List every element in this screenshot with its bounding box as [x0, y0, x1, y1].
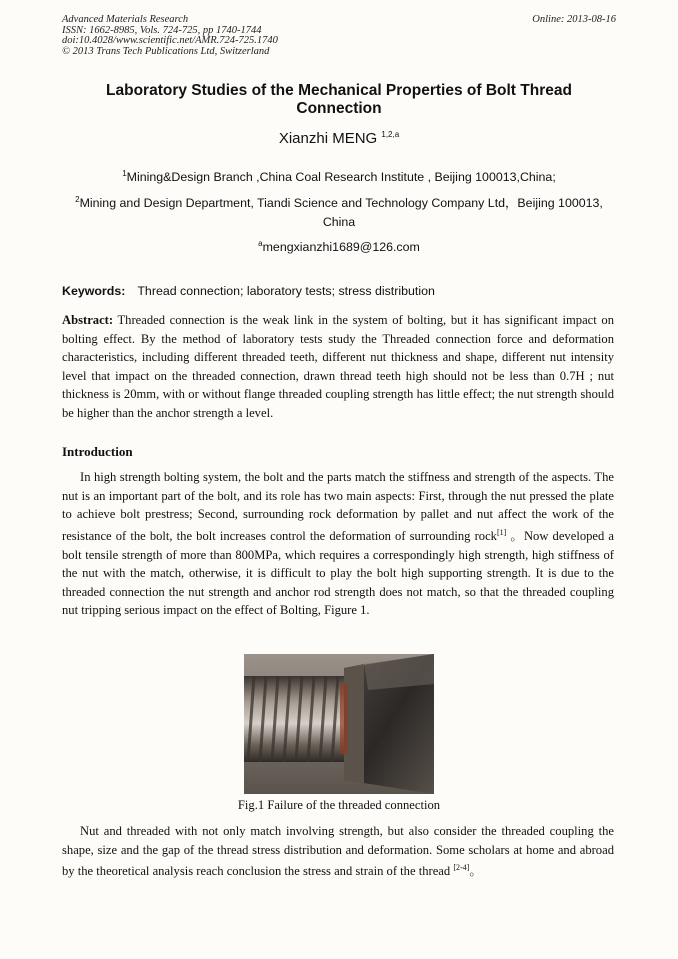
author-name: Xianzhi MENG [278, 130, 378, 147]
affiliation-1 [62, 164, 616, 187]
author-email [62, 234, 616, 257]
journal-doi: doi:10.4028/www.scientific.net/AMR.724-725.1740 [62, 35, 278, 47]
section-heading-introduction: Introduction [62, 444, 133, 459]
figure-caption: Fig.1 Failure of the threaded connection [237, 798, 441, 812]
affiliation-1-text: Mining&Design Branch ,China Coal Research Institute , Beijing 100013,China; [126, 170, 556, 185]
figure-bolt-thread-photo [244, 654, 434, 794]
journal-header [62, 15, 278, 57]
title-line-2: Connection [296, 100, 382, 117]
keywords [62, 284, 616, 298]
affiliation-2-country: China [322, 215, 356, 230]
citation-2: [2-4] [453, 863, 470, 873]
journal-name: Advanced Materials Research [62, 14, 189, 25]
abstract-label: Abstract: [62, 313, 114, 327]
affiliation-2-number: 2 [75, 195, 80, 204]
journal-issn: ISSN: 1662-8985, Vols. 724-725, pp 1740-1744 [62, 24, 262, 36]
keywords-text: Thread connection; laboratory tests; stress distribution [137, 284, 435, 298]
email-text: mengxianzhi1689@126.com [262, 240, 420, 255]
introduction-paragraph-2 [62, 822, 614, 881]
citation-1: [1] [496, 527, 507, 537]
affiliation-2-text: Mining and Design Department, Tiandi Science and Technology Company Ltd，Beijing 100013, [79, 196, 603, 211]
abstract [62, 311, 614, 423]
paragraph-1-text-b: 。Now developed a bolt tensile strength of more than 800MPa, which requires a correspondingly high strength, high stiffness of the nut with the match, otherwise, it is difficult to play the bolt high supporting strength. It is due to the threaded connection the nut strength and anchor rod strength does not match, so that the threaded coupling nut tripping serious impact on the effect of Bolting, Figure 1. [62, 528, 614, 618]
paragraph-1-text-a: In high strength bolting system, the bolt and the parts match the stiffness and strength of the aspects. The nut is an important part of the bolt, and its role has two main aspects: First, through the nut pressed the plate to achieve bolt prestress; Second, surrounding rock deformation by pallet and nut affect the work of the resistance of the bolt, the bolt increases control the deformation of surrounding rock [62, 470, 614, 543]
keywords-label: Keywords: [62, 284, 126, 298]
author [62, 130, 616, 147]
email-superscript: a [258, 239, 263, 248]
author-superscript: 1,2,a [381, 130, 400, 139]
introduction-paragraph-1 [62, 468, 614, 620]
journal-copyright: © 2013 Trans Tech Publications Ltd, Switzerland [62, 45, 270, 57]
abstract-text: Threaded connection is the weak link in the system of bolting, but it has significant impact on bolting effect. By the method of laboratory tests study the Threaded connection force and deformation characteristics, including different threaded teeth, different nut thickness and shape, different nut intensity level that impact on the threaded connection, drawn thread teeth high should not be less than 0.7H ; nut thickness is 20mm, with or without flange threaded coupling strength has little effect; the nut strength should be higher than the anchor strength a level. [62, 313, 614, 420]
online-date: Online: 2013-08-16 [532, 14, 616, 25]
paragraph-2-text-b: 。 [469, 864, 482, 879]
bolt-nut-illustration [244, 654, 434, 794]
title-line-1: Laboratory Studies of the Mechanical Properties of Bolt Thread [106, 82, 572, 99]
paper-title [62, 82, 616, 118]
affiliation-2 [62, 190, 616, 232]
paragraph-2-text-a: Nut and threaded with not only match involving strength, but also consider the threaded coupling the shape, size and the gap of the thread stress distribution and deformation. Some scholars at home and abroad by the theoretical analysis reach conclusion the stress and strain of the thread [62, 824, 614, 879]
affiliation-1-number: 1 [122, 169, 127, 178]
